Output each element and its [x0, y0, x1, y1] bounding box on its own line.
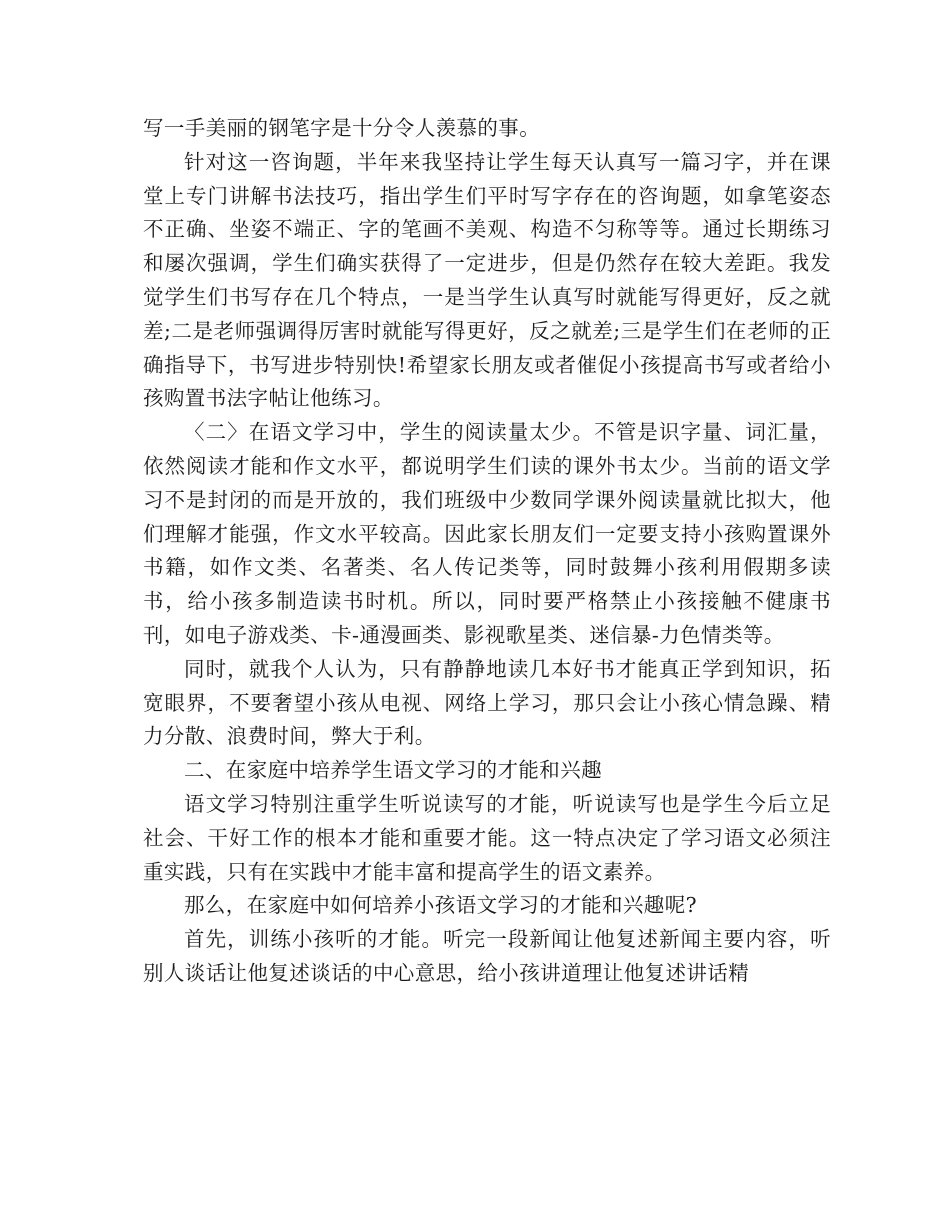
paragraph: 写一手美丽的钢笔字是十分令人羡慕的事。 [143, 116, 541, 140]
paragraph: 首先，训练小孩听的才能。听完一段新闻让他复述新闻主要内容，听别人谈话让他复述谈话的中心意思，给小孩讲道理让他复述讲话精 [143, 927, 831, 985]
section-heading: 二、在家庭中培养学生语文学习的才能和兴趣 [184, 758, 602, 783]
paragraph: 针对这一咨询题，半年来我坚持让学生每天认真写一篇习字，并在课堂上专门讲解书法技巧，指出学生们平时写字存在的咨询题，如拿笔姿态不正确、坐姿不端正、字的笔画不美观、构造不匀称等等。通过长期练习和屡次强调，学生们确实获得了一定进步，但是仍然存在较大差距。我发觉学生们书写存在几个特点，一是当学生认真写时就能写得更好，反之就差;二是老师强调得厉害时就能写得更好，反之就差;三是学生们在老师的正确指导下，书写进步特别快!希望家长朋友或者催促小孩提高书写或者给小孩购置书法字帖让他练习。 [143, 149, 831, 411]
document-body [143, 112, 831, 991]
paragraph: 同时，就我个人认为，只有静静地读几本好书才能真正学到知识，拓宽眼界，不要奢望小孩从电视、网络上学习，那只会让小孩心情急躁、精力分散、浪费时间，弊大于利。 [143, 656, 831, 749]
paragraph: 语文学习特别注重学生听说读写的才能，听说读写也是学生今后立足社会、干好工作的根本才能和重要才能。这一特点决定了学习语文必须注重实践，只有在实践中才能丰富和提高学生的语文素养。 [143, 791, 831, 884]
paragraph: 那么，在家庭中如何培养小孩语文学习的才能和兴趣呢? [184, 893, 697, 918]
paragraph: 〈二〉在语文学习中，学生的阅读量太少。不管是识字量、词汇量，依然阅读才能和作文水平，都说明学生们读的课外书太少。当前的语文学习不是封闭的而是开放的，我们班级中少数同学课外阅读量就比拟大，他们理解才能强，作文水平较高。因此家长朋友们一定要支持小孩购置课外书籍，如作文类、名著类、名人传记类等，同时鼓舞小孩利用假期多读书，给小孩多制造读书时机。所以，同时要严格禁止小孩接触不健康书刊，如电子游戏类、卡-通漫画类、影视歌星类、迷信暴-力色情类等。 [143, 420, 831, 647]
